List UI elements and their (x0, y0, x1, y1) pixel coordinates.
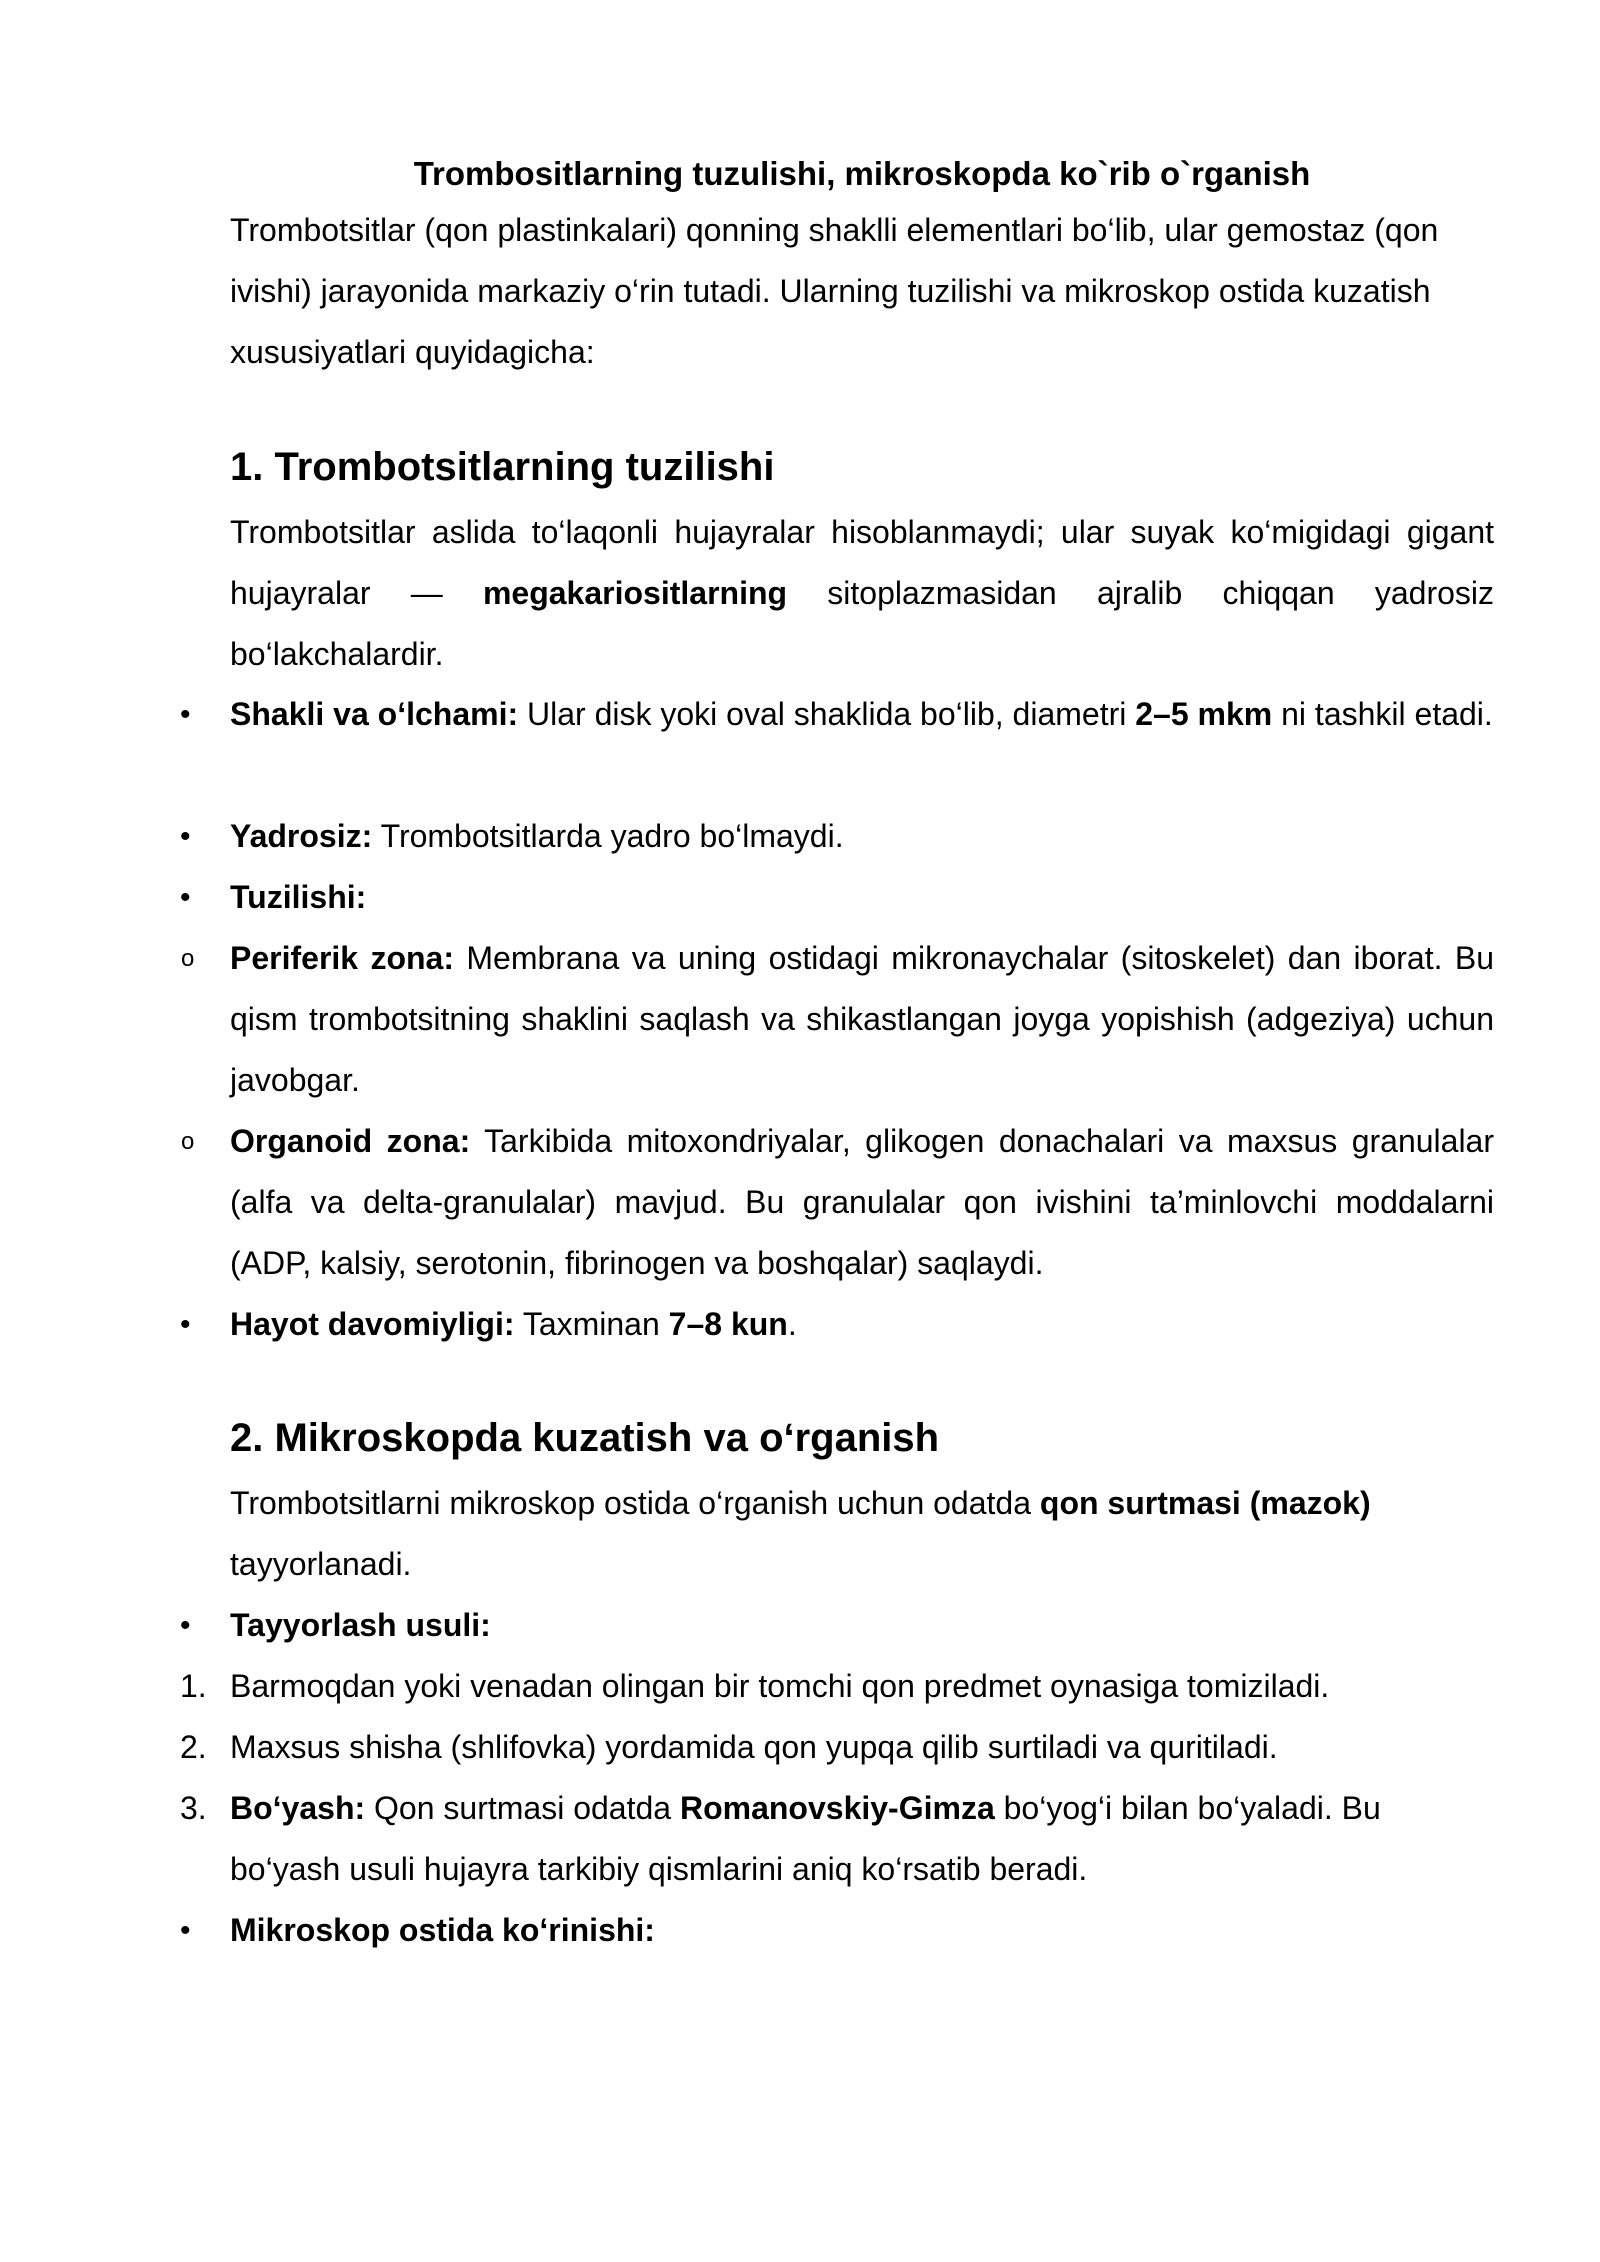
section1-heading: 1. Trombotsitlarning tuzilishi (230, 445, 775, 489)
step-number: 3. (180, 1790, 207, 1826)
section2-para-text-c: tayyorlanadi. (230, 1546, 412, 1582)
lifespan-text-c: . (787, 1306, 797, 1342)
section1-paragraph (230, 502, 1494, 685)
step-number: 1. (180, 1668, 207, 1704)
shape-label: Shakli va o‘lchami: (230, 696, 519, 732)
list-item-shape (230, 684, 1498, 745)
sub-item-peripheral (230, 928, 1494, 1111)
view-label: Mikroskop ostida ko‘rinishi: (230, 1912, 655, 1948)
section1-para-text-c: sitoplazmasidan ajralib chiqqan yadrosiz bo‘lakchalardir. (230, 575, 1494, 672)
shape-size: 2–5 mkm (1135, 696, 1273, 732)
section1-para-bold: megakariositlarning (482, 575, 788, 611)
bullet-marker: • (180, 820, 191, 853)
list-item-preparation (230, 1595, 1498, 1656)
shape-text-c: ni tashkil etadi. (1272, 696, 1493, 732)
step3-stain-name: Romanovskiy-Gimza (679, 1790, 995, 1826)
document-title: Trombositlarning tuzulishi, mikroskopda ko`rib o`rganish (413, 155, 1311, 192)
step-item-2: Maxsus shisha (shlifovka) yordamida qon yupqa qilib surtiladi va quritiladi. (230, 1729, 1278, 1765)
lifespan-text-a: Taxminan (514, 1306, 669, 1342)
step-number: 2. (180, 1729, 207, 1765)
bullet-marker: • (180, 1609, 191, 1642)
sub-item-organoid (230, 1111, 1494, 1294)
nucleus-text: Trombotsitlarda yadro bo‘lmaydi. (372, 818, 844, 854)
section1-para-text-a: Trombotsitlar aslida to‘laqonli hujayralar hisoblanmaydi; ular suyak ko‘migidagi gigant hujayralar — (230, 514, 1494, 611)
step-item-3 (230, 1778, 1494, 1900)
prep-label: Tayyorlash usuli: (230, 1607, 491, 1643)
section2-para-bold: qon surtmasi (mazok) (1039, 1485, 1371, 1521)
step3-text-a: Qon surtmasi odatda (365, 1790, 680, 1826)
nucleus-label: Yadrosiz: (230, 818, 373, 854)
lifespan-label: Hayot davomiyligi: (230, 1306, 515, 1342)
sub-bullet-marker: o (181, 945, 195, 972)
intro-paragraph: Trombotsitlar (qon plastinkalari) qonning shaklli elementlari bo‘lib, ular gemostaz (qon ivishi) jarayonida markaziy o‘rin tutadi. Ularning tuzilishi va mikroskop ostida kuzatish xususiyatlari quyidagicha: (230, 212, 1439, 370)
peripheral-label: Periferik zona: (230, 940, 455, 976)
list-item-microscope-view (230, 1900, 1498, 1961)
bullet-marker: • (180, 1308, 191, 1341)
organoid-text: Tarkibida mitoxondriyalar, glikogen donachalari va maxsus granulalar (alfa va delta-granulalar) mavjud. Bu granulalar qon ivishini ta’minlovchi moddalarni (ADP, kalsiy, serotonin, fibrinogen va boshqalar) saqlaydi. (230, 1123, 1495, 1281)
bullet-marker: • (180, 881, 191, 914)
step3-text-c: bo‘yog‘i bilan bo‘yaladi. Bu bo‘yash usuli hujayra tarkibiy qismlarini aniq ko‘rsatib beradi. (230, 1790, 1381, 1887)
bullet-marker: • (180, 1914, 191, 1947)
section2-para-text-a: Trombotsitlarni mikroskop ostida o‘rganish uchun odatda (230, 1485, 1040, 1521)
organoid-label: Organoid zona: (230, 1123, 471, 1159)
step-item-1: Barmoqdan yoki venadan olingan bir tomchi qon predmet oynasiga tomiziladi. (230, 1668, 1330, 1704)
structure-label: Tuzilishi: (230, 879, 367, 915)
step3-label: Bo‘yash: (230, 1790, 366, 1826)
section2-heading: 2. Mikroskopda kuzatish va o‘rganish (230, 1416, 940, 1460)
list-item-lifespan (230, 1294, 1498, 1355)
list-item-nucleus (230, 806, 1498, 867)
section2-paragraph (230, 1473, 1494, 1595)
list-item-structure (230, 867, 1498, 928)
peripheral-text: Membrana va uning ostidagi mikronaychalar (sitoskelet) dan iborat. Bu qism trombotsitning shaklini saqlash va shikastlangan joyga yopishish (adgeziya) uchun javobgar. (230, 940, 1495, 1098)
shape-text-a: Ular disk yoki oval shaklida bo‘lib, diametri (518, 696, 1136, 732)
sub-bullet-marker: o (181, 1128, 195, 1155)
bullet-marker: • (180, 698, 191, 731)
lifespan-value: 7–8 kun (668, 1306, 788, 1342)
